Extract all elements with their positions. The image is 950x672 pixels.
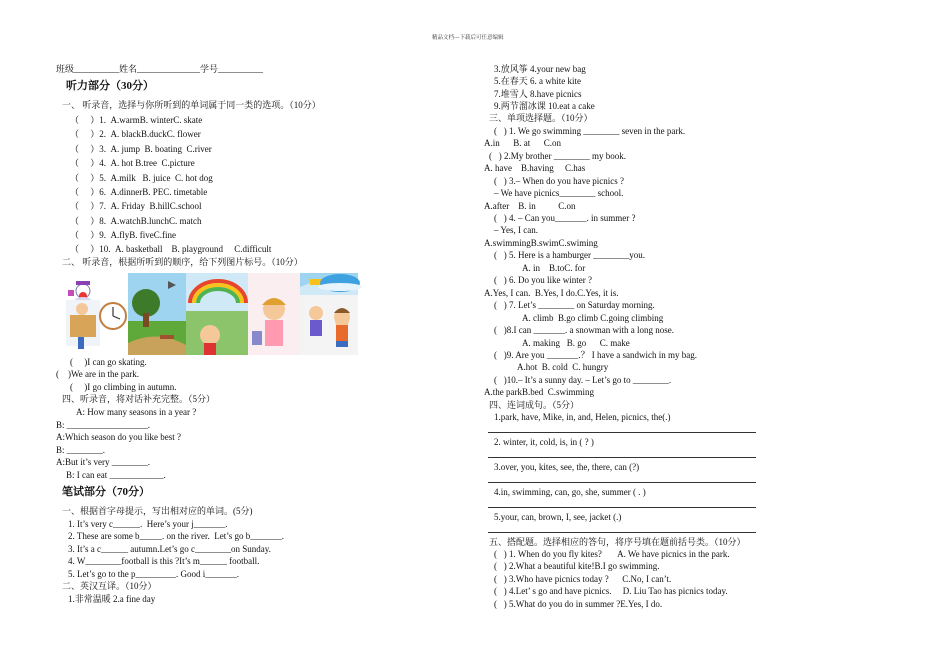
matching-line: ( ) 2.What a beautiful kite!B.I go swimming. (494, 561, 660, 571)
choice-line: ( ) 5. Here is a hamburger ________you. (494, 250, 646, 260)
choice-line: A.swimmingB.swimC.swiming (484, 238, 598, 248)
listen-part1-item: （ ）7. A. Friday B.hillC.school (70, 201, 202, 211)
matching-line: ( ) 1. When do you fly kites? A. We have picnics in the park. (494, 549, 730, 559)
choice-line: ( ) 6. Do you like winter ? (494, 275, 592, 285)
choice-line: A. making B. go C. make (522, 338, 630, 348)
scramble-line: 4.in, swimming, can, go, she, summer ( . ) (494, 487, 646, 497)
choice-line: A. climb B.go climb C.going climbing (522, 313, 664, 323)
extra-pictures-art (314, 271, 362, 353)
translation-line: 7.堆雪人 8.have picnics (494, 89, 582, 99)
matching-line: ( ) 5.What do you do in summer ?E.Yes, I do. (494, 599, 663, 609)
student-info-line: 班级__________姓名______________学号__________ (56, 64, 264, 74)
choice-line: ( )8.I can _______. a snowman with a long nose. (494, 325, 674, 335)
listen-part1-item: （ ）4. A. hot B.tree C.picture (70, 158, 195, 168)
dialogue-line: B: __________________. (56, 420, 151, 430)
scramble-line: 2. winter, it, cold, is, in ( ? ) (494, 437, 594, 447)
choice-line: ( ) 2.My brother ________ my book. (489, 151, 626, 161)
answer-line (488, 507, 756, 508)
park-scene-picture (128, 273, 186, 355)
choice-line: A. have B.having C.has (484, 163, 586, 173)
choice-line: – Yes, I can. (494, 225, 538, 235)
dialogue-line: B: ________. (56, 445, 106, 455)
answer-line (488, 482, 756, 483)
boy-with-box-picture (66, 300, 100, 349)
listen-part1-item: （ ）10. A. basketball B. playground C.difficult (70, 244, 272, 254)
written-part1-line: 3. It’s a c______ autumn.Let’s go c________on Sunday. (68, 544, 271, 554)
choice-line: A.after B. in C.on (484, 201, 576, 211)
choice-line: A.Yes, I can. B.Yes, I do.C.Yes, it is. (484, 288, 619, 298)
choice-line: A. in B.toC. for (522, 263, 586, 273)
choice-line: ( )10.– It’s a sunny day. – Let’s go to ________. (494, 375, 672, 385)
listen-part1-item: （ ）1. A.warmB. winterC. skate (70, 115, 203, 125)
listen-part1-item: （ ）6. A.dinnerB. PEC. timetable (70, 187, 208, 197)
scramble-line: 5.your, can, brown, I, see, jacket (.) (494, 512, 622, 522)
listen-part1-item: （ ）8. A.watchB.lunchC. match (70, 216, 202, 226)
dialogue-line: A:Which season do you like best ? (56, 432, 181, 442)
choice-line: A.in B. at C.on (484, 138, 562, 148)
written-part1-line: 2. These are some b_____. on the river. Let’s go b_______. (68, 531, 285, 541)
choice-line: – We have picnics________ school. (494, 188, 624, 198)
extra-pictures (314, 271, 362, 353)
answer-line (488, 432, 756, 433)
listen-part1-item: （ ）9. A.flyB. fiveC.fine (70, 230, 176, 240)
girl-picture (248, 273, 300, 355)
matching-line: ( ) 3.Who have picnics today ? C.No, I can’t. (494, 574, 672, 584)
dialogue-line: B: I can eat ____________. (66, 470, 166, 480)
boy-picture (334, 308, 350, 347)
page-header: 精品文档---下载后可任意编辑 (432, 35, 504, 41)
listen-part1-item: （ ）3. A. jump B. boating C.river (70, 144, 212, 154)
translation-line: 1.非常温暖 2.a fine day (68, 594, 156, 604)
answer-line (488, 532, 756, 533)
listen-part4-title: 四、听录音，将对话补充完整。（5分） (62, 394, 216, 404)
written-section-title: 笔试部分（70分） (62, 486, 150, 498)
written-part4-title: 四、连词成句。（5分） (489, 400, 580, 410)
choice-line: ( ) 1. We go swimming ________ seven in the park. (494, 126, 686, 136)
listening-section-title: 听力部分（30分） (66, 80, 154, 92)
choice-line: ( ) 4. – Can you_______. in summer ? (494, 213, 636, 223)
written-part2-title: 二、英汉互译。（10分） (62, 581, 157, 591)
translation-line: 9.两节溜冰课 10.eat a cake (494, 101, 595, 111)
choice-line: ( ) 3.– When do you have picnics ? (494, 176, 625, 186)
listen-part2-item: ( )I go climbing in autumn. (70, 382, 177, 392)
cap-picture (318, 274, 362, 292)
scramble-line: 3.over, you, kites, see, the, there, can (?) (494, 462, 640, 472)
scramble-line: 1.park, have, Mike, in, and, Helen, picnics, the(.) (494, 412, 671, 422)
choice-line: ( ) 7. Let’s ________ on Saturday morning. (494, 300, 655, 310)
dialogue-line: A:But it’s very ________. (56, 457, 150, 467)
matching-line: ( ) 4.Let’ s go and have picnics. D. Liu Tao has picnics today. (494, 586, 728, 596)
listen-part2-item: ( )We are in the park. (56, 369, 139, 379)
listen-part1-item: （ ）2. A. blackB.duckC. flower (70, 129, 201, 139)
translation-line: 5.在春天 6. a white kite (494, 76, 581, 86)
written-part1-title: 一、根据首字母提示，写出相对应的单词。(5分) (62, 506, 253, 516)
listen-part2-item: ( )I can go skating. (70, 357, 147, 367)
written-part1-line: 4. W________football is this ?It’s m______ football. (68, 556, 260, 566)
answer-line (488, 457, 756, 458)
clock-picture (100, 303, 126, 329)
dialogue-line: A: How many seasons in a year ? (76, 407, 197, 417)
choice-line: ( )9. Are you _______.？ I have a sandwich in my bag. (494, 350, 697, 360)
written-part1-line: 1. It’s very c______. Here’s your j_______. (68, 519, 228, 529)
choice-line: A.the parkB.bed C.swimming (484, 387, 594, 397)
listen-part2-title: 二、 听录音，根据所听到的顺序，给下列图片标号。（10分） (62, 257, 303, 267)
translation-line: 3.放风筝 4.your new bag (494, 64, 586, 74)
choice-line: A.hot B. cold C. hungry (517, 362, 609, 372)
written-part5-title: 五、搭配题。选择相应的答句，将序号填在题前括号类。（10分） (489, 537, 746, 547)
rainbow-climbing-picture (186, 273, 248, 355)
listen-part1-title: 一、 听录音，选择与你所听到的单词属于同一类的选项。（10分） (62, 100, 321, 110)
written-part1-line: 5. Let’s go to the p_________. Good i_______. (68, 569, 239, 579)
written-part3-title: 三、单项选择题。（10分） (489, 113, 593, 123)
listen-part1-item: （ ）5. A.milk B. juice C. hot dog (70, 173, 213, 183)
